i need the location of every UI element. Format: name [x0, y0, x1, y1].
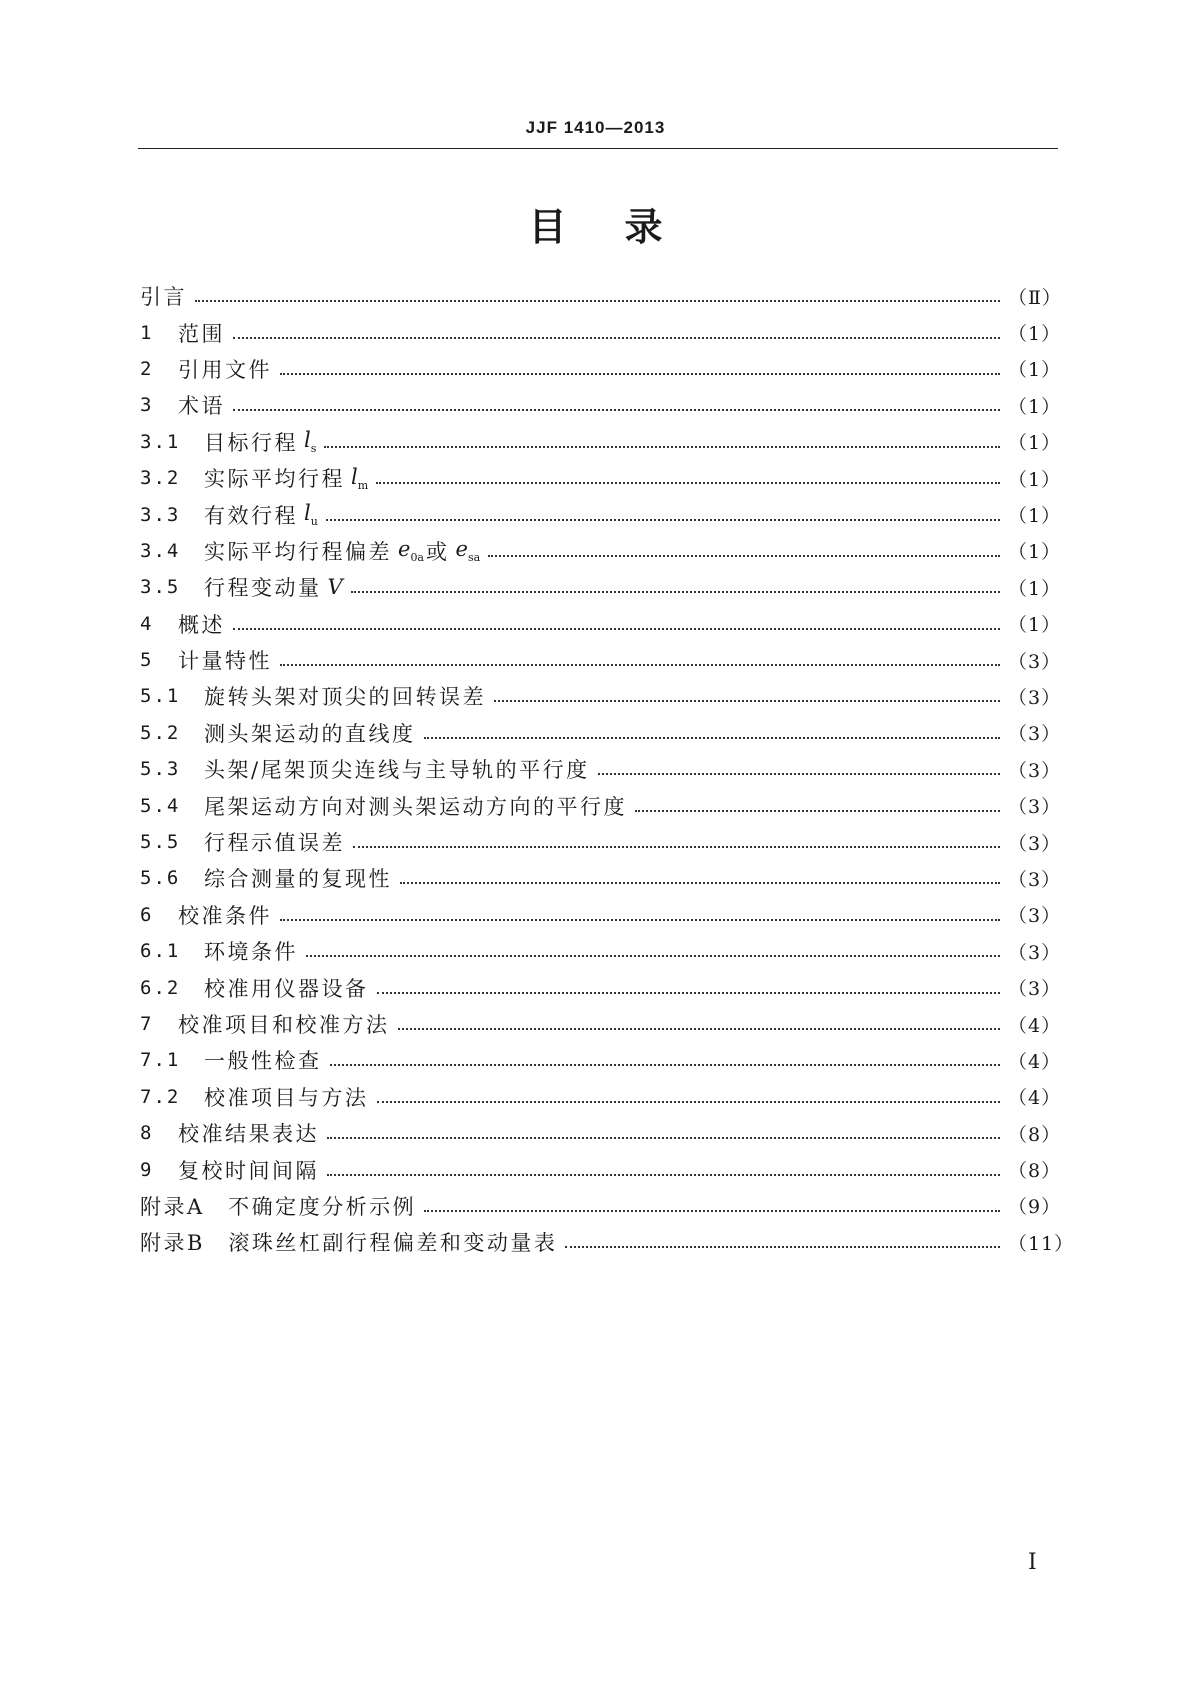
toc-entry-page: （11） [1008, 1232, 1075, 1255]
toc-entry-label: 校准项目和校准方法 [178, 1013, 390, 1037]
toc-entry-number: 5.6 [140, 867, 181, 890]
toc-entry-label: 尾架运动方向对测头架运动方向的平行度 [204, 794, 627, 819]
toc-entry[interactable] [140, 278, 1062, 314]
toc-dot-leader [327, 1137, 1000, 1139]
toc-entry-label: 旋转头架对顶尖的回转误差 [204, 685, 486, 710]
toc-entry-number: 7.1 [140, 1049, 181, 1072]
page-title: 目录 [528, 205, 721, 249]
toc-entry-page: （3） [1008, 723, 1062, 746]
toc-entry-number: 3.1 [140, 430, 181, 453]
toc-entry[interactable] [140, 1151, 1062, 1187]
toc-entry-number: 3.2 [140, 467, 181, 490]
toc-entry-page: （1） [1008, 395, 1062, 418]
toc-dot-leader [377, 992, 1001, 994]
toc-entry-number: 3 [140, 394, 154, 417]
toc-entry-label: 术语 [178, 394, 225, 419]
toc-entry-number: 8 [140, 1122, 154, 1145]
toc-entry-page: （4） [1008, 1087, 1062, 1110]
toc-entry-page: （8） [1008, 1123, 1062, 1146]
toc-entry-page: （1） [1008, 541, 1062, 564]
page-number: Ⅰ [1028, 1550, 1037, 1575]
toc-entry-number: 6.1 [140, 940, 181, 963]
toc-entry-number: 5 [140, 649, 154, 672]
toc-entry-label: 实际平均行程 [204, 467, 345, 492]
toc-entry[interactable] [140, 969, 1062, 1005]
toc-entry-symbol: $l_s$ [304, 428, 317, 456]
toc-entry-page: （3） [1008, 650, 1062, 673]
toc-dot-leader [280, 919, 1000, 921]
toc-entry-label: 概述 [178, 612, 225, 637]
toc-entry-label: 引用文件 [178, 357, 272, 382]
toc-entry[interactable] [140, 314, 1062, 350]
toc-entry-page: （1） [1008, 577, 1062, 600]
toc-entry-number: 3.4 [140, 539, 181, 562]
toc-entry[interactable] [140, 642, 1062, 678]
toc-entry[interactable] [140, 460, 1062, 496]
toc-entry[interactable] [140, 860, 1062, 896]
toc-entry-number: 5.5 [140, 831, 181, 854]
toc-entry[interactable] [140, 897, 1062, 933]
toc-entry-page: （3） [1008, 686, 1062, 709]
toc-entry-label: 计量特性 [178, 649, 272, 674]
toc-entry-symbol: V [327, 575, 343, 600]
toc-entry[interactable] [140, 606, 1062, 642]
toc-entry-number: 6.2 [140, 976, 181, 999]
toc-entry[interactable] [140, 1115, 1062, 1151]
toc-entry[interactable] [140, 351, 1062, 387]
toc-dot-leader [233, 337, 1000, 339]
toc-dot-leader [494, 700, 1000, 702]
toc-entry-page: （3） [1008, 759, 1062, 782]
toc-entry-page: （3） [1008, 905, 1062, 928]
toc-entry-symbol: $e_{0a}$ [398, 537, 424, 565]
toc-entry-number: 6 [140, 903, 154, 926]
toc-entry[interactable] [140, 496, 1062, 532]
toc-entry-page: （1） [1008, 505, 1062, 528]
toc-entry[interactable] [140, 751, 1062, 787]
toc-entry[interactable] [140, 1188, 1062, 1224]
toc-entry[interactable] [140, 424, 1062, 460]
toc-entry-subscript: s [310, 442, 317, 456]
toc-entry-number: 3.5 [140, 576, 181, 599]
toc-entry-number: 5.1 [140, 685, 181, 708]
toc-entry-number: 5.2 [140, 721, 181, 744]
toc-entry-number: 4 [140, 612, 154, 635]
toc-dot-leader [306, 955, 1000, 957]
toc-entry-subscript: 0a [410, 551, 424, 565]
toc-entry-number: 3.3 [140, 503, 181, 526]
toc-entry-subscript: m [357, 478, 369, 492]
toc-entry-label: 行程示值误差 [204, 831, 345, 856]
toc-entry-page: （1） [1008, 323, 1062, 346]
toc-dot-leader [377, 1101, 1001, 1103]
toc-entry[interactable] [140, 715, 1062, 751]
toc-dot-leader [565, 1246, 1000, 1248]
toc-entry-page: （8） [1008, 1160, 1062, 1183]
toc-entry-label: 测头架运动的直线度 [204, 721, 416, 746]
toc-dot-leader [353, 846, 1000, 848]
toc-dot-leader [398, 1028, 1001, 1030]
toc-dot-leader [280, 373, 1000, 375]
toc-entry-label: 校准项目与方法 [204, 1085, 369, 1110]
toc-entry-label: 复校时间间隔 [178, 1158, 319, 1183]
toc-entry-page: （Ⅱ） [1008, 286, 1062, 309]
toc-dot-leader [280, 664, 1000, 666]
toc-dot-leader [376, 482, 1000, 484]
toc-entry-connector: 或 [426, 539, 450, 564]
toc-entry-page: （1） [1008, 359, 1062, 382]
toc-dot-leader [326, 519, 1000, 521]
toc-dot-leader [233, 409, 1000, 411]
toc-entry-number: 7.2 [140, 1085, 181, 1108]
toc-entry[interactable] [140, 1006, 1062, 1042]
toc-entry-number: 1 [140, 321, 154, 344]
toc-entry[interactable] [140, 933, 1062, 969]
toc-entry[interactable] [140, 569, 1062, 605]
toc-entry-label: 目标行程 [204, 430, 298, 455]
toc-dot-leader [598, 773, 1000, 775]
toc-entry-subscript: u [310, 515, 318, 529]
toc-entry-page: （1） [1008, 468, 1062, 491]
toc-dot-leader [400, 882, 1000, 884]
toc-entry[interactable] [140, 824, 1062, 860]
toc-dot-leader [324, 446, 1000, 448]
toc-dot-leader [424, 737, 1001, 739]
toc-entry-label: 校准用仪器设备 [204, 976, 369, 1001]
toc-entry[interactable] [140, 387, 1062, 423]
toc-dot-leader [351, 591, 1000, 593]
toc-dot-leader [327, 1174, 1000, 1176]
table-of-contents [140, 278, 1075, 1261]
toc-entry-label: 有效行程 [204, 503, 298, 528]
toc-dot-leader [424, 1210, 1000, 1212]
toc-entry-page: （1） [1008, 432, 1062, 455]
toc-entry-page: （9） [1008, 1196, 1062, 1219]
document-code-header: JJF 1410—2013 [525, 118, 666, 137]
toc-entry[interactable] [140, 533, 1062, 569]
toc-entry-number: 7 [140, 1013, 154, 1035]
toc-entry-label: 引言 [140, 285, 187, 310]
toc-entry-number: 2 [140, 357, 154, 380]
toc-entry-subscript: sa [467, 551, 481, 565]
toc-entry-page: （3） [1008, 868, 1062, 891]
toc-entry-symbol: $l_m$ [351, 464, 369, 492]
toc-entry-label: 范围 [178, 321, 225, 346]
toc-entry-label: 一般性检查 [204, 1049, 322, 1074]
toc-entry-page: （3） [1008, 941, 1062, 964]
toc-entry-symbol: $e_{sa}$ [455, 537, 481, 565]
toc-entry-label: 环境条件 [204, 940, 298, 965]
toc-entry-label: 校准条件 [178, 903, 272, 928]
toc-entry-page: （4） [1008, 1014, 1062, 1037]
toc-entry-page: （3） [1008, 796, 1062, 819]
toc-entry[interactable] [140, 678, 1062, 714]
toc-entry-page: （3） [1008, 978, 1062, 1001]
toc-entry-page: （4） [1008, 1050, 1062, 1073]
toc-entry-page: （1） [1008, 614, 1062, 637]
toc-entry-label: 附录B 滚珠丝杠副行程偏差和变动量表 [140, 1231, 558, 1256]
toc-entry[interactable] [140, 1224, 1075, 1260]
toc-dot-leader [233, 628, 1000, 630]
toc-entry-label: 附录A 不确定度分析示例 [140, 1194, 417, 1219]
toc-entry[interactable] [140, 787, 1062, 823]
toc-dot-leader [330, 1064, 1001, 1066]
toc-entry-symbol: $l_u$ [304, 500, 318, 529]
toc-entry-label: 综合测量的复现性 [204, 867, 392, 892]
toc-entry[interactable] [140, 1042, 1062, 1078]
toc-entry-number: 5.3 [140, 758, 181, 781]
header-rule [138, 148, 1058, 149]
toc-entry-label: 实际平均行程偏差 [204, 539, 392, 564]
toc-dot-leader [195, 300, 1000, 302]
toc-entry-page: （3） [1008, 832, 1062, 855]
toc-entry-number: 5.4 [140, 794, 181, 817]
toc-entry-label: 校准结果表达 [178, 1122, 319, 1147]
toc-entry-number: 9 [140, 1158, 154, 1181]
toc-dot-leader [488, 555, 1000, 557]
toc-dot-leader [635, 810, 1000, 812]
toc-entry-label: 行程变动量 [204, 576, 322, 601]
toc-entry-label: 头架/尾架顶尖连线与主导轨的平行度 [204, 758, 590, 783]
toc-entry[interactable] [140, 1079, 1062, 1115]
